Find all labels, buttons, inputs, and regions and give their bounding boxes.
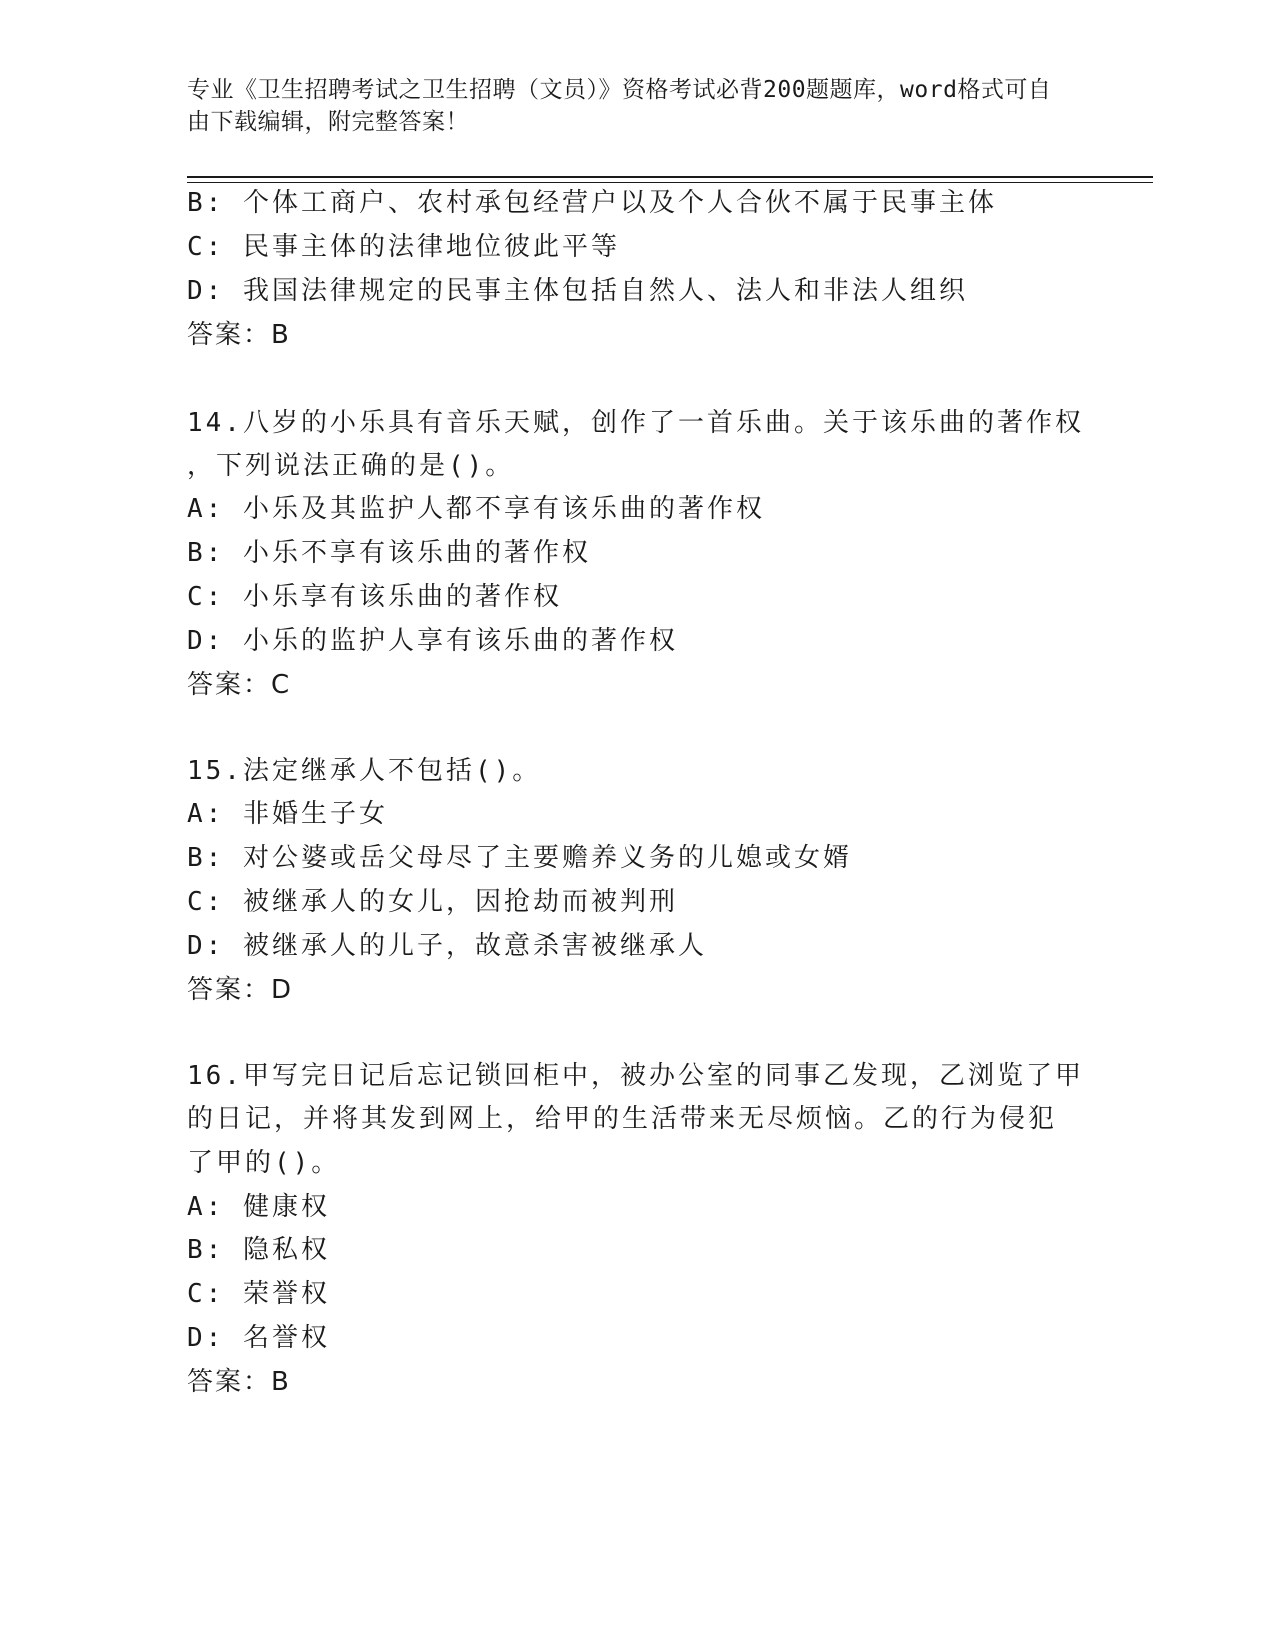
q16-option-d: D: 名誉权 (187, 1323, 330, 1353)
q16-option-c: C: 荣誉权 (187, 1279, 330, 1309)
q16-option-a: A: 健康权 (187, 1192, 330, 1222)
q16-stem-line2: 的日记，并将其发到网上，给甲的生活带来无尽烦恼。乙的行为侵犯 (187, 1104, 1058, 1134)
q15-option-b: B: 对公婆或岳父母尽了主要赡养义务的儿媳或女婿 (187, 843, 852, 873)
q13-option-c: C: 民事主体的法律地位彼此平等 (187, 232, 620, 262)
q16-answer: 答案：B (187, 1367, 291, 1397)
q13-answer: 答案：B (187, 320, 291, 350)
q16-option-b: B: 隐私权 (187, 1235, 330, 1265)
q16-stem-line3: 了甲的()。 (187, 1148, 341, 1178)
q15-option-c: C: 被继承人的女儿，因抢劫而被判刑 (187, 887, 678, 917)
q14-option-b: B: 小乐不享有该乐曲的著作权 (187, 538, 591, 568)
q13-option-d: D: 我国法律规定的民事主体包括自然人、法人和非法人组织 (187, 276, 968, 306)
header-divider-thick (187, 176, 1153, 178)
q14-option-a: A: 小乐及其监护人都不享有该乐曲的著作权 (187, 494, 765, 524)
q14-stem-line2: ，下列说法正确的是()。 (187, 451, 515, 481)
document-header: 专业《卫生招聘考试之卫生招聘（文员）》资格考试必背200题题库，word格式可自由下载编辑，附完整答案！ (187, 77, 1052, 135)
q15-option-d: D: 被继承人的儿子，故意杀害被继承人 (187, 931, 707, 961)
q14-stem-line1: 14.八岁的小乐具有音乐天赋，创作了一首乐曲。关于该乐曲的著作权 (187, 408, 1084, 438)
q13-option-b: B: 个体工商户、农村承包经营户以及个人合伙不属于民事主体 (187, 188, 997, 218)
q15-option-a: A: 非婚生子女 (187, 799, 388, 829)
q14-answer: 答案：C (187, 670, 292, 700)
header-divider-thin (187, 182, 1153, 183)
q15-answer: 答案：D (187, 975, 294, 1005)
q16-stem-line1: 16.甲写完日记后忘记锁回柜中，被办公室的同事乙发现，乙浏览了甲 (187, 1061, 1084, 1091)
q14-option-c: C: 小乐享有该乐曲的著作权 (187, 582, 562, 612)
q14-option-d: D: 小乐的监护人享有该乐曲的著作权 (187, 626, 678, 656)
q15-stem-line1: 15.法定继承人不包括()。 (187, 756, 542, 786)
